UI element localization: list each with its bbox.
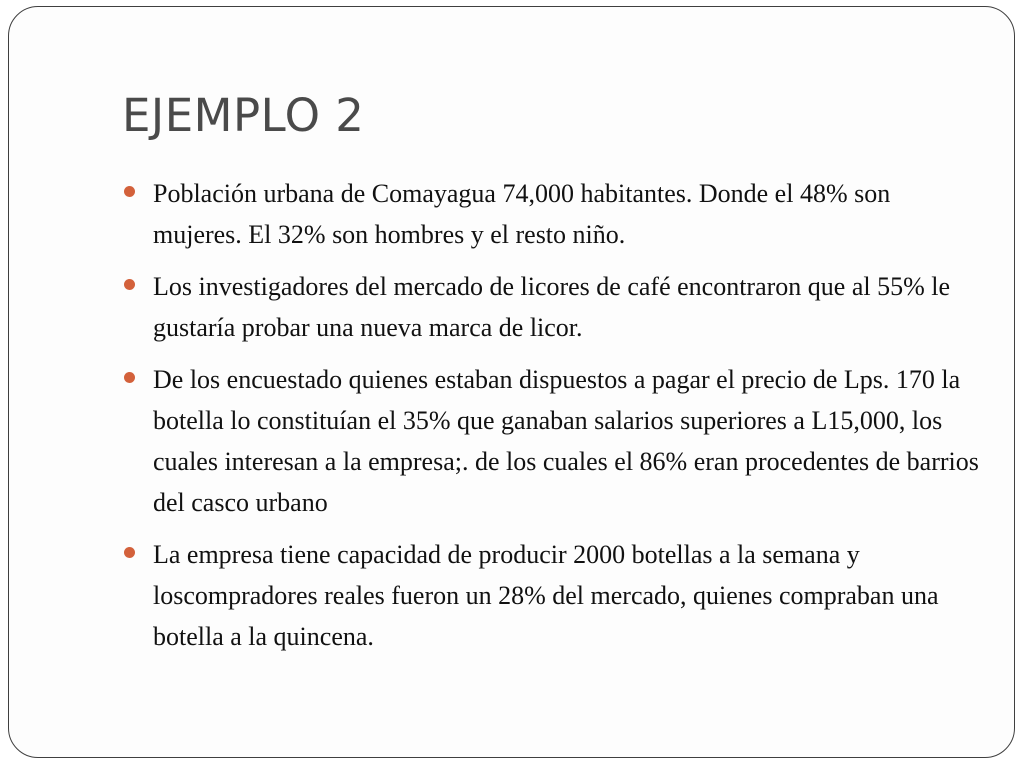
bullet-text-2: Los investigadores del mercado de licores de café encontraron que al 55% le gustaría probar una nueva marca de licor.: [153, 272, 950, 342]
slide-title: EJEMPLO 2: [122, 89, 365, 142]
bullet-text-1: Población urbana de Comayagua 74,000 habitantes. Donde el 48% son mujeres. El 32% son hombres y el resto niño.: [153, 179, 891, 249]
bullet-list: [153, 173, 983, 668]
bullet-text-4: La empresa tiene capacidad de producir 2000 botellas a la semana y loscompradores reales fueron un 28% del mercado, quienes compraban una botella a la quincena.: [153, 540, 939, 651]
bullet-item-4: [153, 534, 983, 657]
bullet-dot-icon: [124, 279, 135, 290]
bullet-dot-icon: [124, 372, 135, 383]
bullet-item-1: [153, 173, 983, 255]
bullet-dot-icon: [124, 547, 135, 558]
bullet-item-2: [153, 266, 983, 348]
bullet-item-3: [153, 359, 983, 523]
bullet-dot-icon: [124, 186, 135, 197]
bullet-text-3: De los encuestado quienes estaban dispuestos a pagar el precio de Lps. 170 la botella lo constituían el 35% que ganaban salarios superiores a L15,000, los cuales interesan a la empresa;. de los cuales el 86% eran procedentes de barrios del casco urbano: [153, 365, 979, 517]
slide-frame: [8, 6, 1015, 758]
